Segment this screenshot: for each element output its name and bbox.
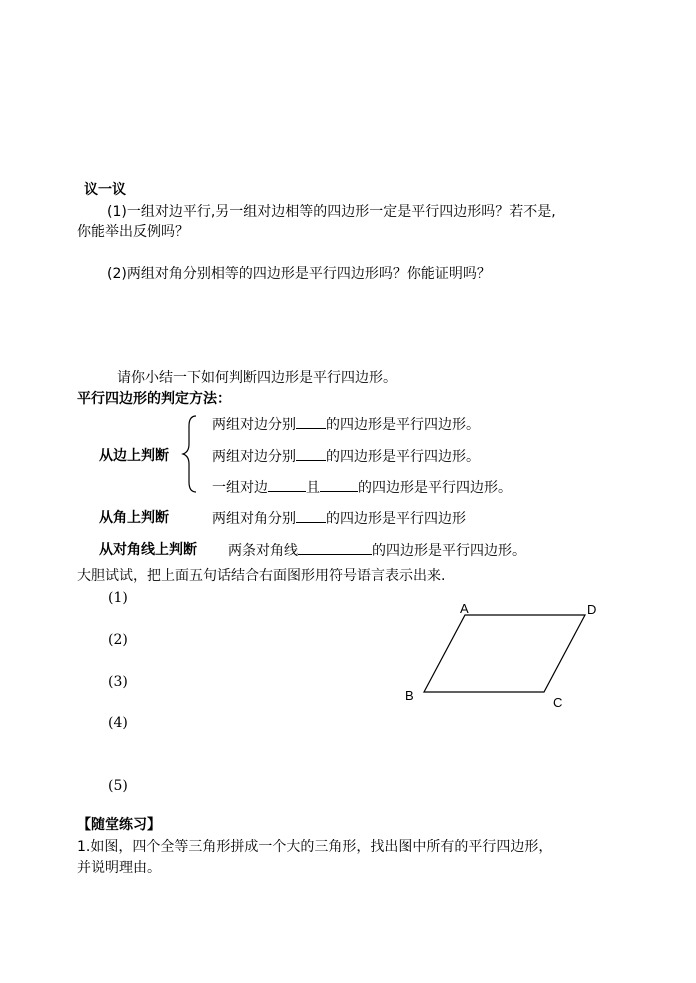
- try-item-5: (5): [108, 778, 128, 794]
- try-item-2: (2): [108, 632, 128, 648]
- discuss-heading: 议一议: [84, 182, 126, 198]
- practice-question-1-line-2: 并说明理由。: [77, 860, 161, 876]
- discuss-question-1-line-1: (1)一组对边平行,另一组对边相等的四边形一定是平行四边形吗？若不是,: [107, 204, 556, 220]
- practice-heading: 【随堂练习】: [77, 817, 161, 833]
- curly-brace-icon: [180, 414, 202, 494]
- angle-item: 两组对角分别 的四边形是平行四边形: [212, 511, 466, 527]
- diagonal-item: 两条对角线 的四边形是平行四边形。: [228, 543, 526, 559]
- answer-blank[interactable]: [296, 415, 326, 429]
- answer-blank[interactable]: [298, 541, 372, 555]
- try-item-3: (3): [108, 674, 128, 690]
- summary-prompt: 请你小结一下如何判断四边形是平行四边形。: [117, 370, 397, 386]
- answer-blank[interactable]: [296, 509, 326, 523]
- side-item-1: 两组对边分别 的四边形是平行四边形。: [212, 417, 480, 433]
- practice-question-1-line-1: 1.如图，四个全等三角形拼成一个大的三角形，找出图中所有的平行四边形，: [77, 839, 553, 855]
- methods-heading: 平行四边形的判定方法：: [77, 391, 231, 407]
- discuss-question-2: (2)两组对角分别相等的四边形是平行四边形吗？你能证明吗？: [107, 266, 491, 282]
- diagonal-label: 从对角线上判断: [99, 542, 197, 558]
- vertex-label-c: C: [553, 695, 563, 710]
- try-instruction: 大胆试试，把上面五句话结合右面图形用符号语言表示出来.: [77, 568, 446, 584]
- side-item-3: 一组对边 且 的四边形是平行四边形。: [212, 480, 512, 496]
- vertex-label-b: B: [405, 688, 414, 703]
- side-item-2: 两组对边分别 的四边形是平行四边形。: [212, 449, 480, 465]
- try-item-1: (1): [108, 590, 128, 606]
- vertex-label-d: D: [587, 602, 597, 617]
- parallelogram-figure: [395, 595, 615, 715]
- answer-blank[interactable]: [320, 478, 358, 492]
- parallelogram-shape: [424, 615, 585, 692]
- discuss-question-1-line-2: 你能举出反例吗？: [77, 224, 189, 240]
- vertex-label-a: A: [460, 601, 469, 616]
- angle-label: 从角上判断: [99, 510, 169, 526]
- try-item-4: (4): [108, 715, 128, 731]
- answer-blank[interactable]: [268, 478, 306, 492]
- side-label: 从边上判断: [99, 448, 169, 464]
- answer-blank[interactable]: [296, 447, 326, 461]
